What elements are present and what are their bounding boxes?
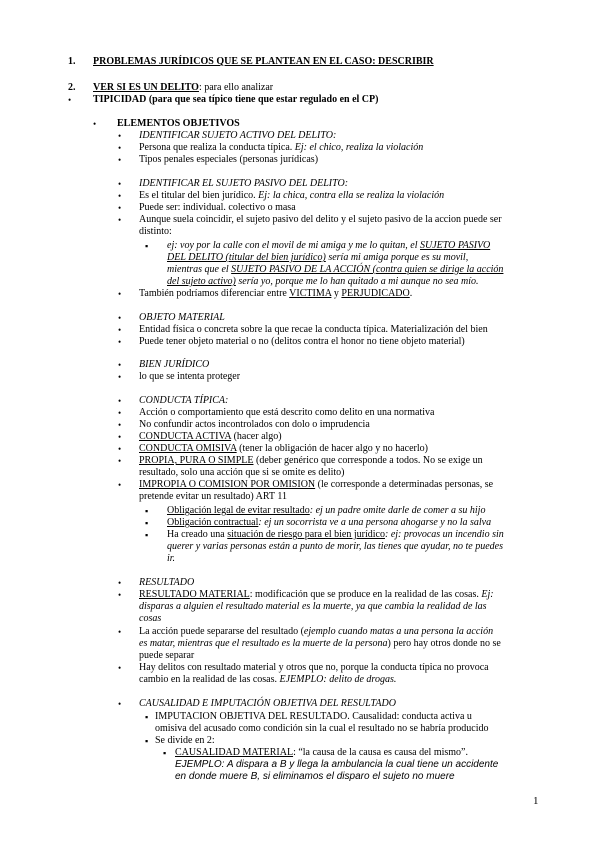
bullet: ▪	[163, 748, 167, 758]
causalidad-ejemplo-cont: en donde muere B, si eliminamos el disparo el sujeto no muere	[175, 771, 455, 782]
sujeto-activo-item: Persona que realiza la conducta típica. Ej: el chico, realiza la violación	[139, 142, 424, 153]
imputacion-objetiva: IMPUTACION OBJETIVA DEL RESULTADO. Causalidad: conducta activa u	[155, 711, 472, 722]
situacion-riesgo-cont: ir.	[167, 553, 176, 564]
bullet: •	[118, 408, 122, 418]
bullet: •	[118, 456, 122, 466]
bullet: •	[118, 337, 122, 347]
bullet: •	[118, 325, 122, 335]
obligacion-legal: Obligación legal de evitar resultado: ej un padre omite darle de comer a su hijo	[167, 505, 486, 516]
resultado-title: RESULTADO	[139, 577, 195, 588]
example-line: ej: voy por la calle con el movil de mi amiga y me lo quitan, el SUJETO PASIVO	[167, 240, 491, 251]
conducta-item: Acción o comportamiento que está descrito como delito en una normativa	[139, 407, 435, 418]
conducta-tipica-title: CONDUCTA TÍPICA:	[139, 395, 229, 406]
sujeto-pasivo-item: Puede ser: individual. colectivo o masa	[139, 202, 296, 213]
bullet: •	[118, 699, 122, 709]
resultado-separable-cont: es matar, mientras que el resultado es la muerte de la persona) pero hay otros donde no se	[139, 638, 501, 649]
resultado-delitos-cont: cambio en la realidad de las cosas. EJEMPLO: delito de drogas.	[139, 674, 397, 685]
tipicidad-heading: TIPICIDAD (para que sea típico tiene que estar regulado en el CP)	[93, 94, 379, 105]
bullet: •	[93, 119, 97, 129]
resultado-material: RESULTADO MATERIAL: modificación que se produce en la realidad de las cosas. Ej:	[139, 589, 494, 600]
bullet: •	[68, 95, 72, 105]
bullet: •	[118, 179, 122, 189]
bullet: ▪	[145, 241, 149, 251]
bullet: •	[118, 663, 122, 673]
heading-number: 1.	[68, 56, 76, 67]
heading-problemas: PROBLEMAS JURÍDICOS QUE SE PLANTEAN EN EL CASO: DESCRIBIR	[93, 56, 434, 67]
conducta-omisiva: CONDUCTA OMISIVA (tener la obligación de hacer algo y no hacerlo)	[139, 443, 428, 454]
bullet: •	[118, 143, 122, 153]
resultado-material-cont: cosas	[139, 613, 162, 624]
sujeto-pasivo-item: Es el titular del bien jurídico. Ej: la chica, contra ella se realiza la violación	[139, 190, 445, 201]
bullet: ▪	[145, 506, 149, 516]
imputacion-objetiva-cont: omisiva del acusado como condición sin la cual el resultado no se habría producido	[155, 723, 489, 734]
bullet: •	[118, 578, 122, 588]
bullet: •	[118, 155, 122, 165]
sujeto-activo-title: IDENTIFICAR SUJETO ACTIVO DEL DELITO:	[139, 130, 337, 141]
objeto-material-item: Puede tener objeto material o no (delitos contra el honor no tiene objeto material)	[139, 336, 465, 347]
page-number: 1	[533, 795, 539, 807]
bullet: •	[118, 444, 122, 454]
bullet: •	[118, 289, 122, 299]
bullet: ▪	[145, 712, 149, 722]
obligacion-contractual: Obligación contractual: ej un socorrista ve a una persona ahogarse y no la salva	[167, 517, 492, 528]
situacion-riesgo: Ha creado una situación de riesgo para el bien jurídico: ej: provocas un incendio sin	[167, 529, 504, 540]
situacion-riesgo-cont: querer y varias personas están a punto de morir, las tienes que ayudar, no te puedes	[167, 541, 503, 552]
bullet: •	[118, 191, 122, 201]
bullet: ▪	[145, 530, 149, 540]
sujeto-pasivo-item-cont: distinto:	[139, 226, 172, 237]
causalidad-material: CAUSALIDAD MATERIAL: “la causa de la causa es causa del mismo”.	[175, 747, 468, 758]
omision-propia-cont: resultado, solo una acción que si se omite es delito)	[139, 467, 345, 478]
example-line: mientras que el SUJETO PASIVO DE LA ACCIÓN (contra quien se dirige la acción	[167, 264, 504, 275]
conducta-activa: CONDUCTA ACTIVA (hacer algo)	[139, 431, 282, 442]
bullet: •	[118, 372, 122, 382]
victima-perjudicado: También podríamos diferenciar entre VICTIMA y PERJUDICADO.	[139, 288, 413, 299]
bullet: •	[118, 131, 122, 141]
objeto-material-item: Entidad física o concreta sobre la que recae la conducta típica. Materialización del bien	[139, 324, 488, 335]
omision-impropia-cont: pretende evitar un resultado) ART 11	[139, 491, 287, 502]
bullet: •	[118, 215, 122, 225]
omision-propia: PROPIA, PURA O SIMPLE (deber genérico que corresponde a todos. No se exige un	[139, 455, 483, 466]
bullet: •	[118, 432, 122, 442]
bullet: •	[118, 627, 122, 637]
sujeto-pasivo-title: IDENTIFICAR EL SUJETO PASIVO DEL DELITO:	[139, 178, 349, 189]
resultado-separable-cont: puede separar	[139, 650, 195, 661]
heading-ver-delito: VER SI ES UN DELITO: para ello analizar	[93, 82, 274, 93]
example-line: del sujeto activo) sería yo, porque me lo han quitado a mi aunque no sea mío.	[167, 276, 479, 287]
heading-number: 2.	[68, 82, 76, 93]
conducta-item: No confundir actos incontrolados con dolo o imprudencia	[139, 419, 370, 430]
sujeto-activo-item: Tipos penales especiales (personas jurídicas)	[139, 154, 319, 165]
bullet: •	[118, 420, 122, 430]
sujeto-pasivo-item: Aunque suela coincidir, el sujeto pasivo del delito y el sujeto pasivo de la accion puede ser	[139, 214, 502, 225]
omision-impropia: IMPROPIA O COMISION POR OMISION (le corresponde a determinadas personas, se	[139, 479, 494, 490]
objeto-material-title: OBJETO MATERIAL	[139, 312, 225, 323]
resultado-delitos: Hay delitos con resultado material y otros que no, porque la conducta típica no provoca	[139, 662, 489, 673]
bullet: ▪	[145, 518, 149, 528]
bullet: •	[118, 360, 122, 370]
bien-juridico-title: BIEN JURÍDICO	[139, 359, 210, 370]
bullet: ▪	[145, 736, 149, 746]
resultado-material-cont: disparas a alguien el resultado material es la muerte, ya que cambia la realidad de las	[139, 601, 487, 612]
causalidad-title: CAUSALIDAD E IMPUTACIÓN OBJETIVA DEL RESULTADO	[139, 698, 396, 709]
elementos-objetivos-heading: ELEMENTOS OBJETIVOS	[117, 118, 240, 129]
causalidad-ejemplo: EJEMPLO: A dispara a B y llega la ambulancia la cual tiene un accidente	[175, 759, 499, 770]
bullet: •	[118, 396, 122, 406]
example-line: DEL DELITO (titular del bien jurídico) sería mi amiga porque es su movil,	[167, 252, 469, 263]
bullet: •	[118, 203, 122, 213]
resultado-separable: La acción puede separarse del resultado (ejemplo cuando matas a una persona la acción	[139, 626, 494, 637]
bullet: •	[118, 480, 122, 490]
bullet: •	[118, 590, 122, 600]
bien-juridico-item: lo que se intenta proteger	[139, 371, 241, 382]
bullet: •	[118, 313, 122, 323]
se-divide: Se divide en 2:	[155, 735, 215, 746]
